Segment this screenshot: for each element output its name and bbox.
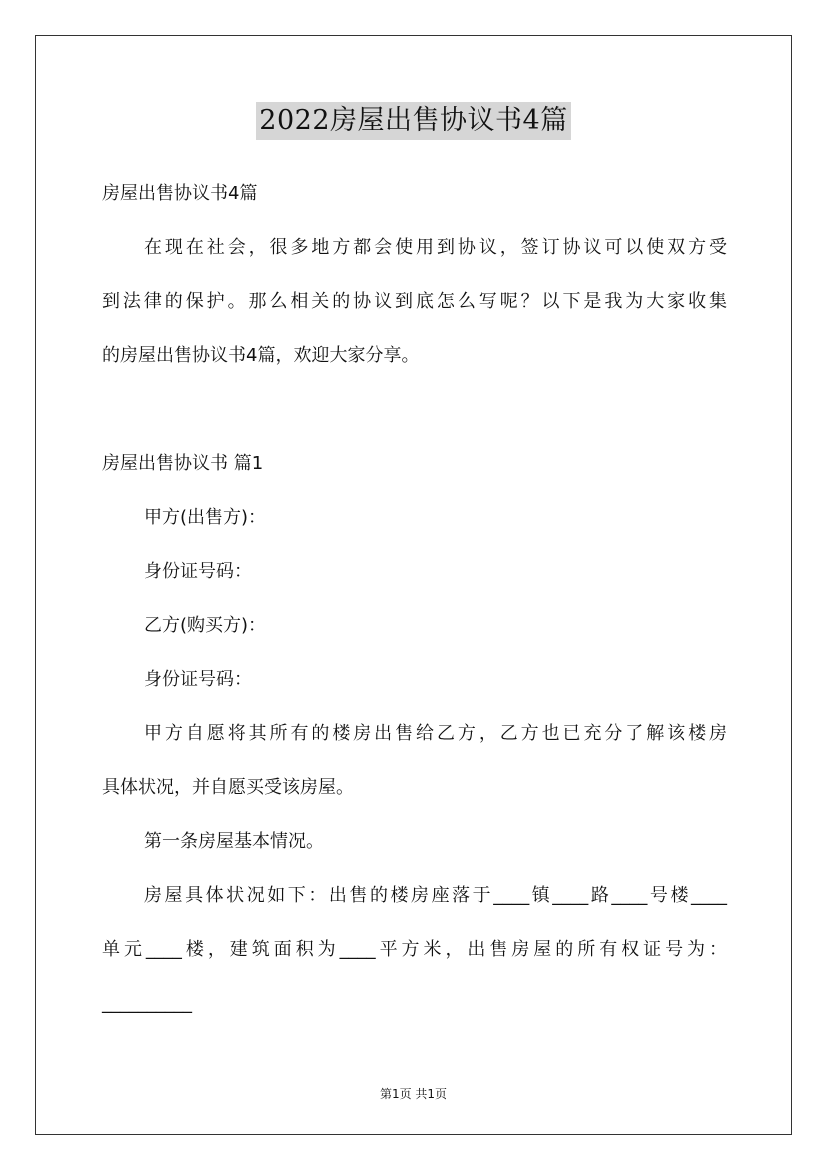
section-heading: 房屋出售协议书 篇1	[102, 453, 264, 474]
paragraph-line: 到法律的保护。那么相关的协议到底怎么写呢？以下是我为大家收集	[102, 291, 727, 312]
subtitle-line: 房屋出售协议书4篇	[102, 183, 258, 204]
party-b-label: 乙方(购买方)：	[144, 615, 267, 636]
paragraph-line: 在现在社会，很多地方都会使用到协议，签订协议可以使双方受	[144, 237, 727, 258]
blank-field-line: __________	[102, 993, 192, 1014]
paragraph-line: 单元____楼，建筑面积为____平方米，出售房屋的所有权证号为：	[102, 939, 727, 960]
title-container	[0, 102, 827, 140]
article-heading: 第一条房屋基本情况。	[144, 831, 324, 852]
paragraph-line: 具体状况，并自愿买受该房屋。	[102, 777, 354, 798]
party-a-label: 甲方(出售方)：	[144, 507, 267, 528]
paragraph-line: 的房屋出售协议书4篇，欢迎大家分享。	[102, 345, 420, 366]
paragraph-line: 房屋具体状况如下：出售的楼房座落于____镇____路____号楼____	[144, 885, 727, 906]
document-title: 2022房屋出售协议书4篇	[256, 102, 570, 140]
page-footer: 第1页 共1页	[379, 1087, 448, 1101]
party-b-id-label: 身份证号码：	[144, 669, 252, 690]
paragraph-line: 甲方自愿将其所有的楼房出售给乙方，乙方也已充分了解该楼房	[144, 723, 727, 744]
party-a-id-label: 身份证号码：	[144, 561, 252, 582]
